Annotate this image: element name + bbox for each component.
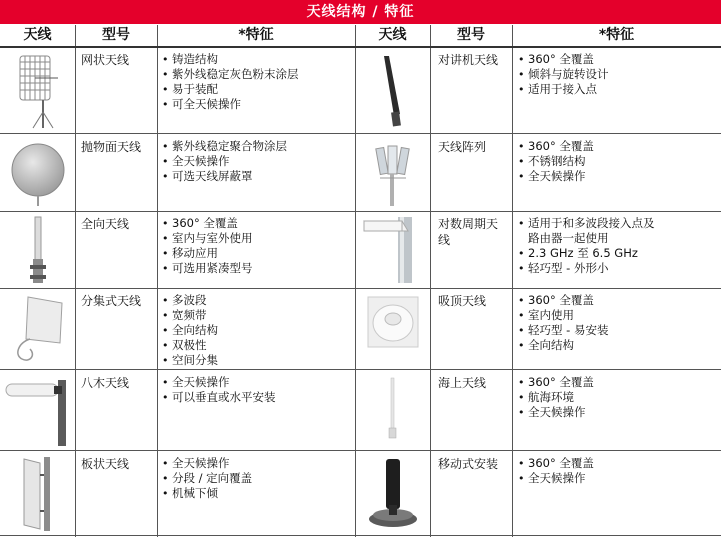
feature-item: • 易于装配 [162, 82, 299, 97]
feature-item: • 紫外线稳定聚合物涂层 [162, 139, 287, 154]
model-name: 海上天线 [438, 376, 487, 390]
feature-item: • 360° 全覆盖 [518, 456, 594, 471]
feature-item: • 空间分集 [162, 353, 218, 368]
ceiling-antenna-icon [362, 293, 424, 365]
feature-item: • 轻巧型 - 外形小 [518, 261, 655, 276]
divider [157, 25, 158, 537]
model-name: 网状天线 [81, 53, 130, 67]
feature-item: • 全天候操作 [162, 154, 287, 169]
panel-antenna-icon [8, 455, 68, 533]
feature-item: • 宽频带 [162, 308, 218, 323]
feature-item: • 铸造结构 [162, 52, 299, 67]
omni-antenna-icon [8, 215, 68, 285]
divider [0, 369, 721, 370]
header-row [0, 25, 721, 46]
feature-item: • 适用于和多波段接入点及 [518, 216, 655, 231]
divider [512, 25, 513, 537]
log-periodic-antenna-icon [362, 215, 424, 285]
divider [0, 133, 721, 134]
feature-list [518, 456, 594, 486]
feature-item: • 全天候操作 [162, 456, 252, 471]
feature-item: • 多波段 [162, 293, 218, 308]
feature-item: • 全天候操作 [518, 471, 594, 486]
feature-list [162, 375, 276, 405]
divider [75, 25, 76, 537]
feature-item: • 全向结构 [518, 338, 608, 353]
header-antenna-left: 天线 [23, 27, 52, 43]
divider [0, 288, 721, 289]
divider [0, 535, 721, 536]
feature-item: • 全天候操作 [518, 169, 594, 184]
feature-item: • 紫外线稳定灰色粉末涂层 [162, 67, 299, 82]
feature-item: • 机械下倾 [162, 486, 252, 501]
header-antenna-right: 天线 [378, 27, 407, 43]
model-name: 板状天线 [81, 457, 130, 471]
feature-list [162, 216, 253, 276]
feature-list [162, 139, 287, 184]
walkie-talkie-antenna-icon [362, 52, 424, 130]
model-name: 八木天线 [81, 376, 130, 390]
model-name: 分集式天线 [81, 294, 142, 308]
feature-item: • 分段 / 定向覆盖 [162, 471, 252, 486]
feature-item: • 可选用紧凑型号 [162, 261, 253, 276]
feature-item: • 航海环境 [518, 390, 594, 405]
model-name: 对讲机天线 [438, 53, 499, 67]
diversity-panel-antenna-icon [8, 293, 68, 365]
model-name: 天线阵列 [438, 140, 487, 154]
model-name: 对数周期天线 [438, 217, 499, 247]
feature-item: • 360° 全覆盖 [518, 52, 609, 67]
yagi-antenna-icon [4, 374, 72, 448]
model-name: 抛物面天线 [81, 140, 142, 154]
table-title: 天线结构 / 特征 [0, 0, 721, 24]
feature-item: • 全向结构 [162, 323, 218, 338]
feature-item: • 360° 全覆盖 [162, 216, 253, 231]
feature-item: • 全天候操作 [518, 405, 594, 420]
header-features-right: *特征 [598, 27, 635, 43]
header-features-left: *特征 [238, 27, 274, 43]
feature-list [162, 456, 252, 501]
feature-list [518, 216, 655, 276]
feature-item: • 全天候操作 [162, 375, 276, 390]
antenna-array-icon [362, 138, 424, 208]
feature-list [518, 52, 609, 97]
feature-item: • 适用于接入点 [518, 82, 609, 97]
divider [430, 25, 431, 537]
divider [0, 450, 721, 451]
feature-item: • 360° 全覆盖 [518, 139, 594, 154]
feature-item: • 倾斜与旋转设计 [518, 67, 609, 82]
feature-item: 路由器一起使用 [528, 231, 609, 245]
feature-item: • 360° 全覆盖 [518, 375, 594, 390]
feature-item: • 移动应用 [162, 246, 253, 261]
parabolic-dish-antenna-icon [8, 138, 68, 208]
feature-item: • 可以垂直或水平安装 [162, 390, 276, 405]
feature-item: • 360° 全覆盖 [518, 293, 608, 308]
feature-item: • 不锈钢结构 [518, 154, 594, 169]
header-model-left: 型号 [102, 27, 130, 43]
feature-item: • 可全天候操作 [162, 97, 299, 112]
model-name: 吸顶天线 [438, 294, 487, 308]
model-name: 全向天线 [81, 217, 130, 231]
grid-antenna-icon [8, 52, 68, 130]
feature-item: • 室内使用 [518, 308, 608, 323]
feature-list [518, 139, 594, 184]
divider [0, 211, 721, 212]
feature-item: • 2.3 GHz 至 6.5 GHz [518, 246, 655, 261]
mobile-mount-antenna-icon [362, 455, 424, 533]
feature-list [518, 293, 608, 353]
feature-item: • 可选天线屏蔽罩 [162, 169, 287, 184]
feature-item: • 室内与室外使用 [162, 231, 253, 246]
feature-list [162, 52, 299, 112]
feature-list [518, 375, 594, 420]
feature-item: • 轻巧型 - 易安装 [518, 323, 608, 338]
divider [0, 46, 721, 48]
feature-item: • 双极性 [162, 338, 218, 353]
marine-antenna-icon [362, 374, 424, 448]
divider [355, 25, 356, 537]
model-name: 移动式安装 [438, 457, 499, 471]
header-model-right: 型号 [457, 27, 485, 43]
feature-list [162, 293, 218, 368]
